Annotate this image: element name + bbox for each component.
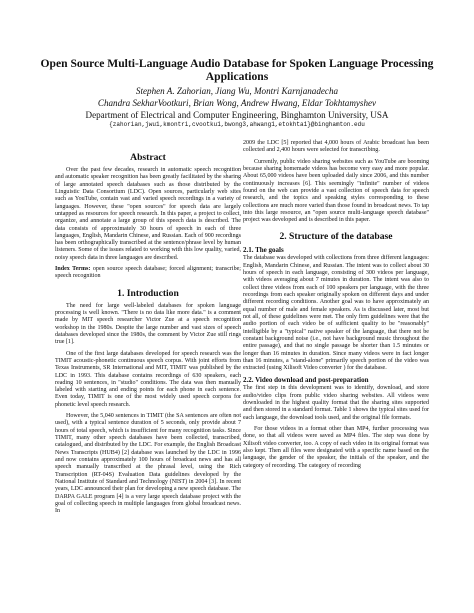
download-paragraph-2: For those videos in a format other than MP4, further processing was done, so that all videos were saved as MP4 files. The step was done by Xilisoft video converter, too. A copy of each video in its original format was also kept. Then all files were designated with a specific name based on the language, the gender of the speaker, the initials of the speaker, and the category of recording. The category of recording <box>243 426 429 469</box>
intro-paragraph-2: One of the first large databases developed for speech research was the TIMIT acoustic-phonetic continuous speech corpus. With joint efforts from Texas Instruments, SR International and MIT, TIMIT was published by the LDC in 1993. This database contains recordings of 630 speakers, each reading 10 sentences, in "studio" conditions. The data was then manually labeled with starting and ending points for each phone in each sentence. Even today, TIMIT is one of the most widely used speech corpora for phonetic level speech research. <box>55 350 241 408</box>
right-paragraph-2: Currently, public video sharing websites such as YouTube are booming because sharing homemade videos has become very easy and more popular. About 65,000 videos have been uploaded daily since 2006, and this number continuously increases [6]. This seemingly "infinite" number of videos found on the web can provide a vast collection of speech data for speech research, and the topics and speaking styles corresponding to these collections are much more varied than those found in broadcast news. To tap into this large resource, an "open source multi-language speech database" project was developed and is described in this paper. <box>243 158 429 224</box>
authors-line-2: Chandra SekharVootkuri, Brian Wong, Andrew Hwang, Eldar Tokhtamyshev <box>97 97 377 108</box>
intro-paragraph-3: However, the 5,040 sentences in TIMIT (the SA sentences are often not used), with a typical sentence duration of 5 seconds, only provide about 7 hours of total speech, which is insufficient for many recognition tasks. Since TIMIT, many other speech databases have been collected, transcribed, catalogued, and distributed by the LDC. For example, the English Broadcast News Transcripts (HUB4) [2] database was launched by the LDC in 1996 and now contains approximately 100 hours of broadcast news and has all speech manually transcribed at the phrasal level, using the Rich Transcription (RT-04S) Evaluation Data guidelines developed by the National Institute of Standard and Technology (NIST) in 2004 [3]. In recent years, LDC announced their plan for developing a new speech database. The DARPA GALE program [4] is a very large speech database project with the goal of collecting speech in multiple languages from global broadcast news. In <box>55 413 241 515</box>
index-terms-text: open source speech database; forced alignment; transcribe; speech recognition <box>55 266 241 280</box>
right-column <box>243 140 429 470</box>
paper-title: Open Source Multi-Language Audio Database for Spoken Language Processing Applications <box>40 57 434 83</box>
abstract-text: Over the past few decades, research in automatic speech recognition and automatic speaker recognition has been greatly facilitated by the sharing of large annotated speech databases such as those distributed by the Linguistic Data Consortium (LDC). Open sources, particularly web sites such as YouTube, contain vast and varied speech recordings in a variety of languages. However, these "open sources" for speech data are largely untapped as resources for speech research. In this paper, a project to collect, organize, and annotate a large group of this speech data is described. The data consists of approximately 30 hours of speech in each of three languages, English, Mandarin Chinese, and Russian. Each of 900 recordings has been orthographically transcribed at the sentence/phrase level by human listeners. Some of the issues related to working with this low quality, varied, noisy speech data in three languages are described. <box>55 167 241 261</box>
intro-paragraph-1: The need for large well-labeled databases for spoken language processing is well known. "There is no data like more data." is a comment made by MIT speech researcher Victor Zue at a speech recognition workshop in the 1980s. Despite the large number and vast sizes of speech databases developed since the 1980s, the comment by Victor Zue still rings true [1]. <box>55 302 241 346</box>
abstract-heading: Abstract <box>130 152 166 163</box>
index-terms <box>55 266 241 281</box>
author-emails: {zahorian,jwu1,kmontri,cvootku1,bwong3,ahwang1,etokhta1}@binghamton.edu <box>109 121 365 128</box>
left-column <box>55 138 241 515</box>
goals-paragraph: The database was developed with collections from three different languages: English, Mandarin Chinese, and Russian. The intent was to collect about 30 hours of speech in each language, consisting of 300 videos per language, with videos averaging about 7 minutes in duration. The intent was also to collect three videos from each of 100 speakers per language, with the three recordings from each speaker originally spoken on different days and under different recording conditions. Another goal was to have approximately an equal number of male and female speakers. As is discussed later, most but not all, of these guidelines were met. The only firm guidelines were that the audio portion of each video be of sufficient quality to be "reasonably" intelligible by a "typical" native speaker of the language, that there not be constant background noise (i.e., not have background music throughout the entire passage), and that no single passage be shorter than 1.5 minutes or longer than 16 minutes in duration. Since many videos were in fact longer than 16 minutes, a "stand-alone" primarily speech portion of the video was extracted (using Xilisoft Video converter ) for the database. <box>243 255 429 372</box>
affiliation: Department of Electrical and Computer Engineering, Binghamton University, USA <box>85 110 389 120</box>
subsection-2-2-heading: 2.2. Video download and post-preparation <box>243 376 369 385</box>
download-paragraph-1: The first step in this development was to identify, download, and store audio/video clips from public video sharing websites. All videos were downloaded in the highest quality format that the sharing sites supported and then stored in a standard format. Table 1 shows the typical sites used for each language, the download tools used, and the original file formats. <box>243 385 429 421</box>
subsection-2-1-heading: 2.1. The goals <box>243 246 284 255</box>
introduction-heading: 1. Introduction <box>117 287 179 299</box>
authors-line-1: Stephen A. Zahorian, Jiang Wu, Montri Karnjanadecha <box>135 86 339 96</box>
section-2-heading: 2. Structure of the database <box>279 231 393 243</box>
author-list <box>40 86 434 109</box>
right-paragraph-1: 2009 the LDC [5] reported that 4,000 hours of Arabic broadcast has been collected and 2,400 hours were selected for transcribing. <box>243 140 429 154</box>
index-terms-label: Index Terms: <box>55 266 91 273</box>
